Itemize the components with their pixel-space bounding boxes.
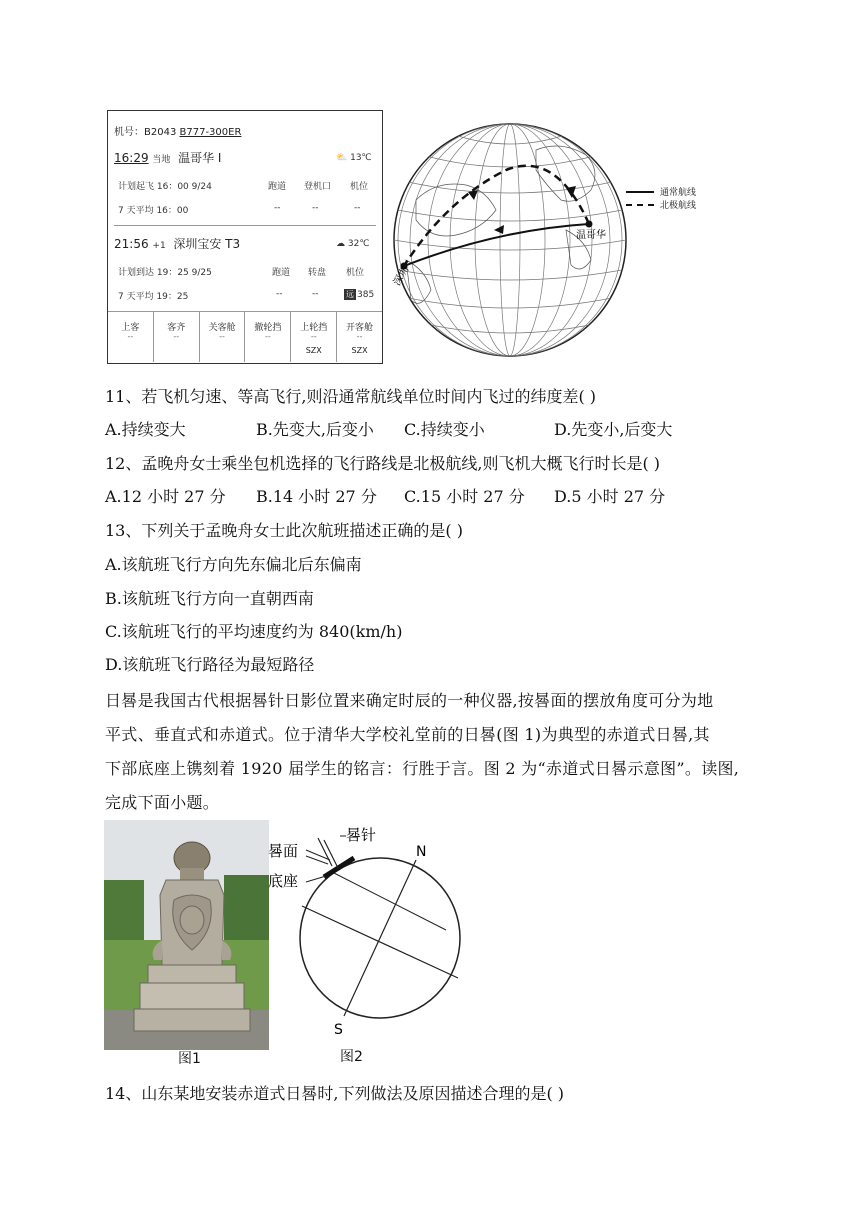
q11-option-a: A.持续变大 bbox=[105, 420, 186, 439]
passage-line: 日晷是我国古代根据晷针日影位置来确定时辰的一种仪器,按晷面的摆放角度可分为地 bbox=[105, 691, 714, 710]
q11-option-b: B.先变大,后变小 bbox=[256, 420, 374, 439]
q13-option-d: D.该航班飞行路径为最短路径 bbox=[105, 655, 315, 674]
arr-col-stand: 机位 bbox=[346, 268, 365, 278]
flight-info-panel bbox=[107, 110, 383, 364]
status-cell: 开客舱 -- SZX bbox=[346, 323, 374, 355]
q13-option-c: C.该航班飞行的平均速度约为 840(km/h) bbox=[105, 622, 403, 641]
remote-stand-badge: 远 bbox=[346, 290, 354, 299]
planned-arrival: 计划到达 19：25 9/25 bbox=[118, 268, 212, 278]
q12-option-b: B.14 小时 27 分 bbox=[256, 487, 377, 506]
departure-city: 温哥华 I bbox=[178, 151, 222, 165]
route-legend bbox=[626, 188, 736, 218]
passage-line: 完成下面小题。 bbox=[105, 793, 220, 812]
sundial-photo bbox=[104, 820, 269, 1050]
departure-line bbox=[114, 149, 221, 166]
equatorial-sundial-diagram bbox=[266, 820, 506, 1070]
status-cell: 上轮挡 -- SZX bbox=[291, 312, 337, 362]
question-12-stem: 12、孟晚舟女士乘坐包机选择的飞行路线是北极航线,则飞机大概飞行时长是( ) bbox=[105, 454, 661, 473]
dep-col-stand: 机位 bbox=[350, 182, 369, 192]
dial-leader-line bbox=[306, 856, 328, 864]
arrival-time: 21:56 bbox=[114, 237, 149, 251]
q12-option-d: D.5 小时 27 分 bbox=[554, 487, 666, 506]
arrival-7day-avg: 7 天平均 19：25 bbox=[118, 292, 189, 302]
planned-departure: 计划起飞 16：00 9/24 bbox=[118, 182, 212, 192]
departure-weather: ⛅ 13℃ bbox=[336, 153, 372, 163]
dep-col-runway: 跑道 bbox=[268, 182, 287, 192]
departure-7day-avg: 7 天平均 16：00 bbox=[118, 206, 189, 216]
local-tag: 当地 bbox=[152, 155, 171, 165]
arrival-weather: ☁ 32℃ bbox=[336, 239, 370, 249]
aircraft-type: B777-300ER bbox=[179, 127, 242, 138]
panel-divider bbox=[114, 225, 376, 226]
passage-line: 平式、垂直式和赤道式。位于清华大学校礼堂前的日晷(图 1)为典型的赤道式日晷,其 bbox=[105, 725, 710, 744]
arr-col-carousel: 转盘 bbox=[308, 268, 327, 278]
arrival-city: 深圳宝安 T3 bbox=[173, 237, 241, 251]
dep-val-stand: -- bbox=[354, 203, 361, 213]
legend-polar-label: 北极航线 bbox=[660, 201, 697, 211]
q13-option-a: A.该航班飞行方向先东偏北后东偏南 bbox=[105, 555, 362, 574]
status-cell: 上客 -- bbox=[108, 312, 154, 362]
sundial-base-bar bbox=[324, 858, 354, 877]
label-base: 底座 bbox=[268, 872, 299, 890]
q11-option-d: D.先变小,后变大 bbox=[554, 420, 673, 439]
reference-line bbox=[332, 872, 446, 930]
figure-1-caption: 图1 bbox=[178, 1051, 201, 1067]
figure-2-caption: 图2 bbox=[340, 1049, 363, 1065]
label-south: S bbox=[334, 1022, 343, 1038]
label-dial: 晷面 bbox=[268, 842, 299, 860]
dep-col-gate: 登机口 bbox=[304, 182, 332, 192]
arrival-line bbox=[114, 235, 240, 252]
q11-option-c: C.持续变小 bbox=[404, 420, 485, 439]
q12-option-c: C.15 小时 27 分 bbox=[404, 487, 525, 506]
question-11-stem: 11、若飞机匀速、等高飞行,则沿通常航线单位时间内飞过的纬度差( ) bbox=[105, 387, 597, 406]
vancouver-label: 温哥华 bbox=[576, 230, 606, 241]
dep-val-runway: -- bbox=[274, 203, 281, 213]
question-13-stem: 13、下列关于孟晚舟女士此次航班描述正确的是( ) bbox=[105, 521, 463, 540]
arr-col-runway: 跑道 bbox=[272, 268, 291, 278]
q13-option-b: B.该航班飞行方向一直朝西南 bbox=[105, 589, 314, 608]
status-row bbox=[108, 311, 382, 362]
vancouver-point bbox=[586, 221, 593, 228]
cloud-icon: ☁ bbox=[336, 239, 345, 249]
arr-val-runway: -- bbox=[276, 289, 283, 299]
departure-time: 16:29 bbox=[114, 151, 149, 165]
flight-number: 机号：B2043 bbox=[114, 127, 177, 138]
dep-val-gate: -- bbox=[312, 203, 319, 213]
arr-stand-value: 远 385 bbox=[346, 290, 375, 300]
flight-number-line bbox=[114, 123, 241, 138]
status-cell: 撤轮挡 -- bbox=[245, 312, 291, 362]
label-north: N bbox=[416, 844, 427, 860]
legend-solid-line bbox=[626, 191, 654, 193]
q12-option-a: A.12 小时 27 分 bbox=[105, 487, 226, 506]
status-cell: 客齐 -- bbox=[154, 312, 200, 362]
dial-plane-line bbox=[302, 906, 458, 978]
status-cell: 关客舱 -- bbox=[200, 312, 246, 362]
shenzhen-label: 深圳 bbox=[391, 264, 412, 288]
globe-route-map bbox=[386, 110, 634, 370]
arr-val-carousel: -- bbox=[312, 289, 319, 299]
question-14-stem: 14、山东某地安装赤道式日晷时,下列做法及原因描述合理的是( ) bbox=[105, 1084, 565, 1103]
legend-normal-label: 通常航线 bbox=[660, 188, 697, 198]
label-gnomon: 晷针 bbox=[346, 826, 377, 844]
day-offset: +1 bbox=[152, 241, 166, 251]
passage-line: 下部底座上镌刻着 1920 届学生的铭言：行胜于言。图 2 为“赤道式日晷示意图”。读图, bbox=[105, 759, 740, 778]
cloud-sun-icon: ⛅ bbox=[336, 153, 348, 163]
legend-dashed-line bbox=[626, 204, 654, 206]
